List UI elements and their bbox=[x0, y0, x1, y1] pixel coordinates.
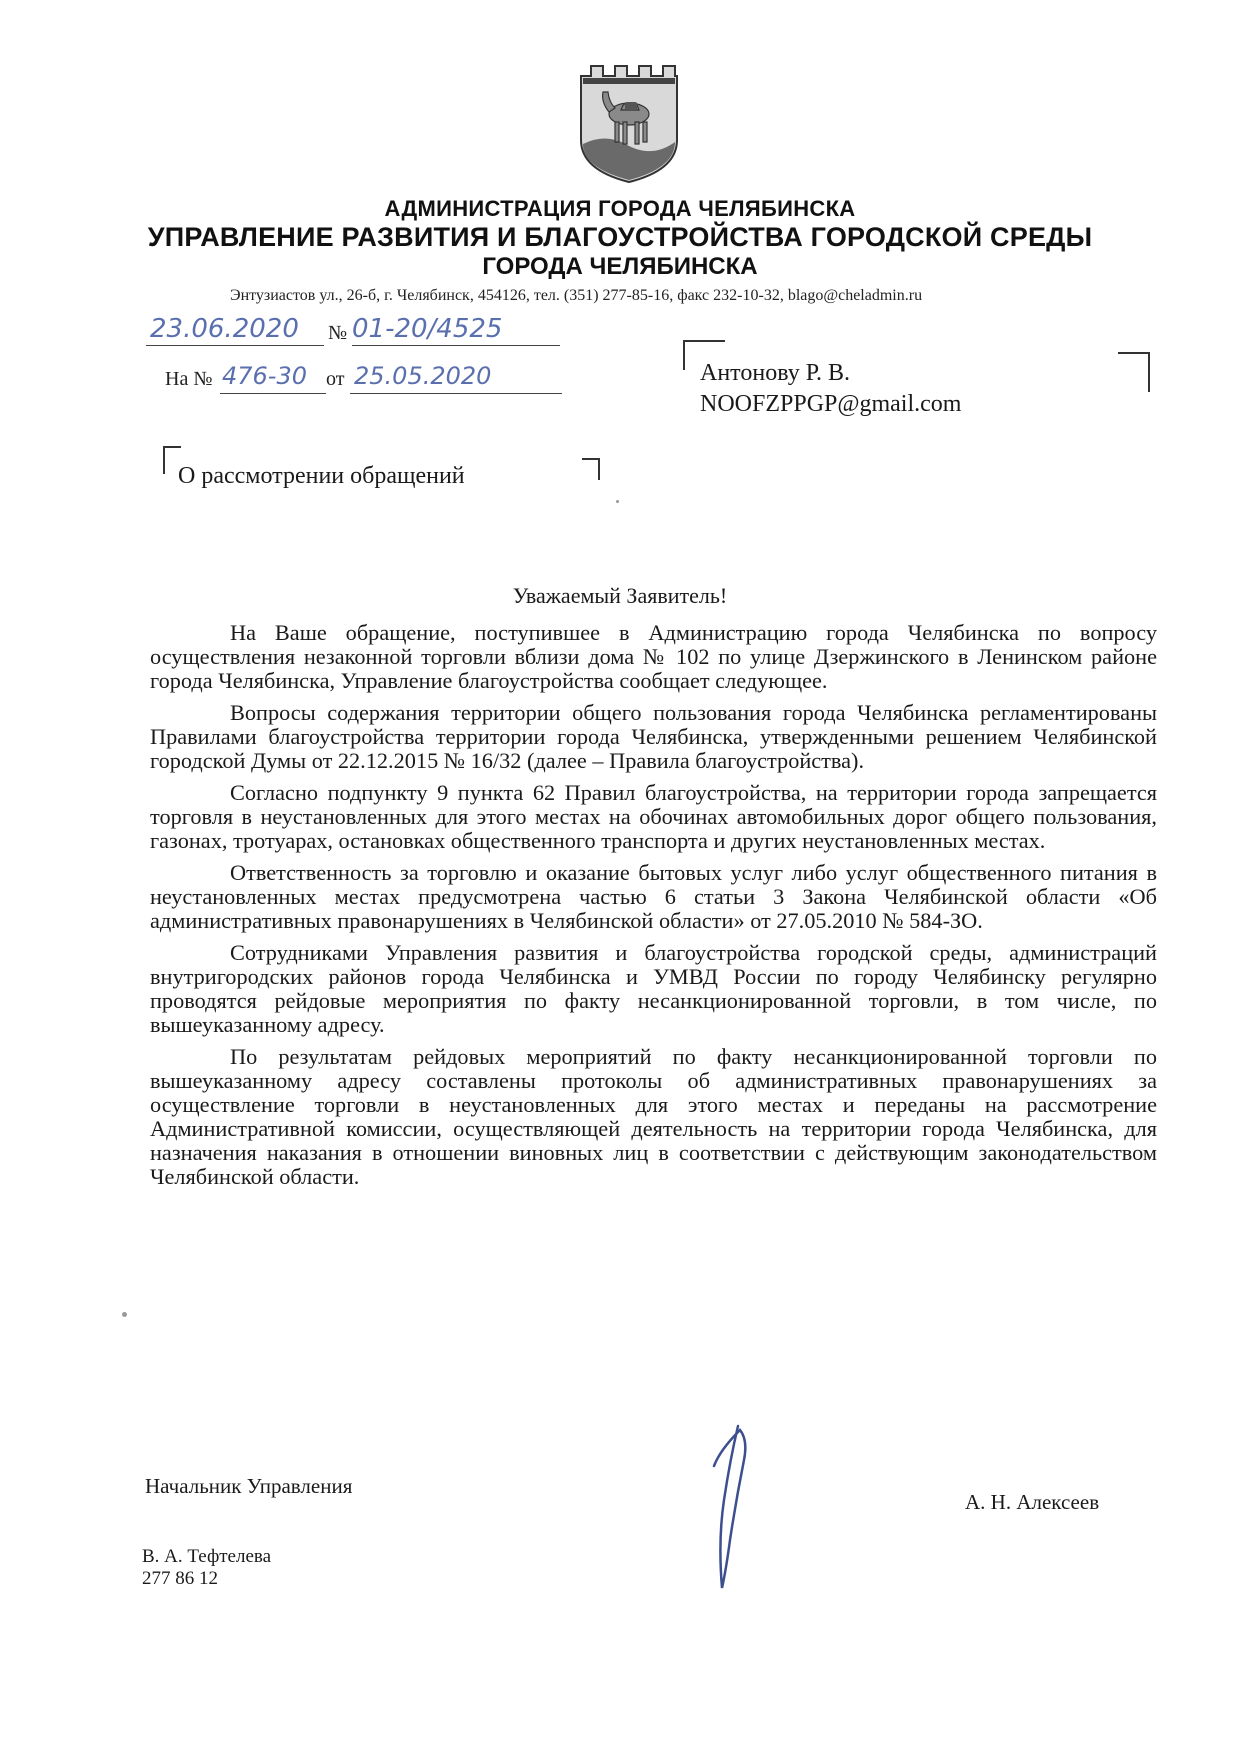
paragraph: Вопросы содержания территории общего пользования города Челябинска регламентированы Правилами благоустройства территории города Челябинска, утвержденными решением Челябинской городской Думы от 22.12.2015 № 16/32 (далее – Правила благоустройства). bbox=[150, 700, 1157, 773]
coat-of-arms-emblem bbox=[577, 62, 681, 184]
recipient-email: NOOFZPPGP@gmail.com bbox=[700, 391, 962, 417]
greeting: Уважаемый Заявитель! bbox=[512, 583, 728, 608]
org-name-administration: АДМИНИСТРАЦИЯ ГОРОДА ЧЕЛЯБИНСКА bbox=[384, 196, 856, 221]
signer-name: А. Н. Алексеев bbox=[965, 1490, 1100, 1514]
handwritten-reference-number: 476-30 bbox=[222, 362, 308, 390]
handwritten-number: 01-20/4525 bbox=[352, 314, 503, 344]
recipient-block bbox=[700, 358, 961, 420]
org-name-city: ГОРОДА ЧЕЛЯБИНСКА bbox=[482, 253, 758, 280]
date-underline bbox=[146, 345, 324, 346]
signer-title: Начальник Управления bbox=[145, 1474, 353, 1498]
recipient-name: Антонову Р. В. bbox=[700, 360, 851, 386]
paragraph: Ответственность за торговлю и оказание бытовых услуг либо услуг общественного питания в неустановленных местах предусмотрена частью 6 статьи 3 Закона Челябинской области «Об административных правонарушениях в Челябинской области» от 27.05.2010 № 584-ЗО. bbox=[150, 860, 1157, 933]
handwritten-reference-date: 25.05.2020 bbox=[354, 362, 492, 390]
handwritten-date: 23.06.2020 bbox=[150, 314, 299, 344]
reference-date-underline bbox=[350, 393, 562, 394]
letter-body bbox=[150, 621, 1157, 1197]
handwritten-signature bbox=[700, 1420, 760, 1595]
subject-corner-right bbox=[582, 458, 600, 480]
scan-speck bbox=[122, 1312, 127, 1317]
paragraph: На Ваше обращение, поступившее в Администрацию города Челябинска по вопросу осуществления незаконной торговли вблизи дома № 102 по улице Дзержинского в Ленинском районе города Челябинска, Управление благоустройства сообщает следующее. bbox=[150, 620, 1157, 693]
letter-subject: О рассмотрении обращений bbox=[178, 463, 465, 489]
reference-number-underline bbox=[220, 393, 326, 394]
reference-date-label: от bbox=[326, 368, 345, 390]
scan-speck bbox=[616, 500, 619, 503]
org-name-department: УПРАВЛЕНИЕ РАЗВИТИЯ И БЛАГОУСТРОЙСТВА ГОРОДСКОЙ СРЕДЫ bbox=[147, 222, 1093, 252]
executor-phone: 277 86 12 bbox=[142, 1568, 218, 1589]
number-label: № bbox=[328, 322, 348, 344]
reference-label: На № bbox=[165, 368, 213, 390]
paragraph: По результатам рейдовых мероприятий по факту несанкционированной торговли по вышеуказанному адресу составлены протоколы об административных правонарушениях за осуществление торговли в неустановленных для этого местах и переданы на рассмотрение Административной комиссии, осуществляющей деятельность на территории города Челябинска, для назначения наказания в отношении виновных лиц в соответствии с действующим законодательством Челябинской области. bbox=[150, 1044, 1157, 1189]
number-underline bbox=[352, 345, 560, 346]
executor-name: В. А. Тефтелева bbox=[142, 1546, 272, 1567]
recipient-corner-right bbox=[1118, 352, 1150, 392]
org-address: Энтузиастов ул., 26-б, г. Челябинск, 454126, тел. (351) 277-85-16, факс 232-10-32, blago@cheladmin.ru bbox=[230, 287, 923, 304]
paragraph: Согласно подпункту 9 пункта 62 Правил благоустройства, на территории города запрещается торговля в неустановленных для этого местах на обочинах автомобильных дорог общего пользования, газонах, тротуарах, остановках общественного транспорта и других неустановленных местах. bbox=[150, 780, 1157, 853]
paragraph: Сотрудниками Управления развития и благоустройства городской среды, администраций внутригородских районов города Челябинска и УМВД России по городу Челябинску регулярно проводятся рейдовые мероприятия по факту несанкционированной торговли, в том числе, по вышеуказанному адресу. bbox=[150, 940, 1157, 1037]
